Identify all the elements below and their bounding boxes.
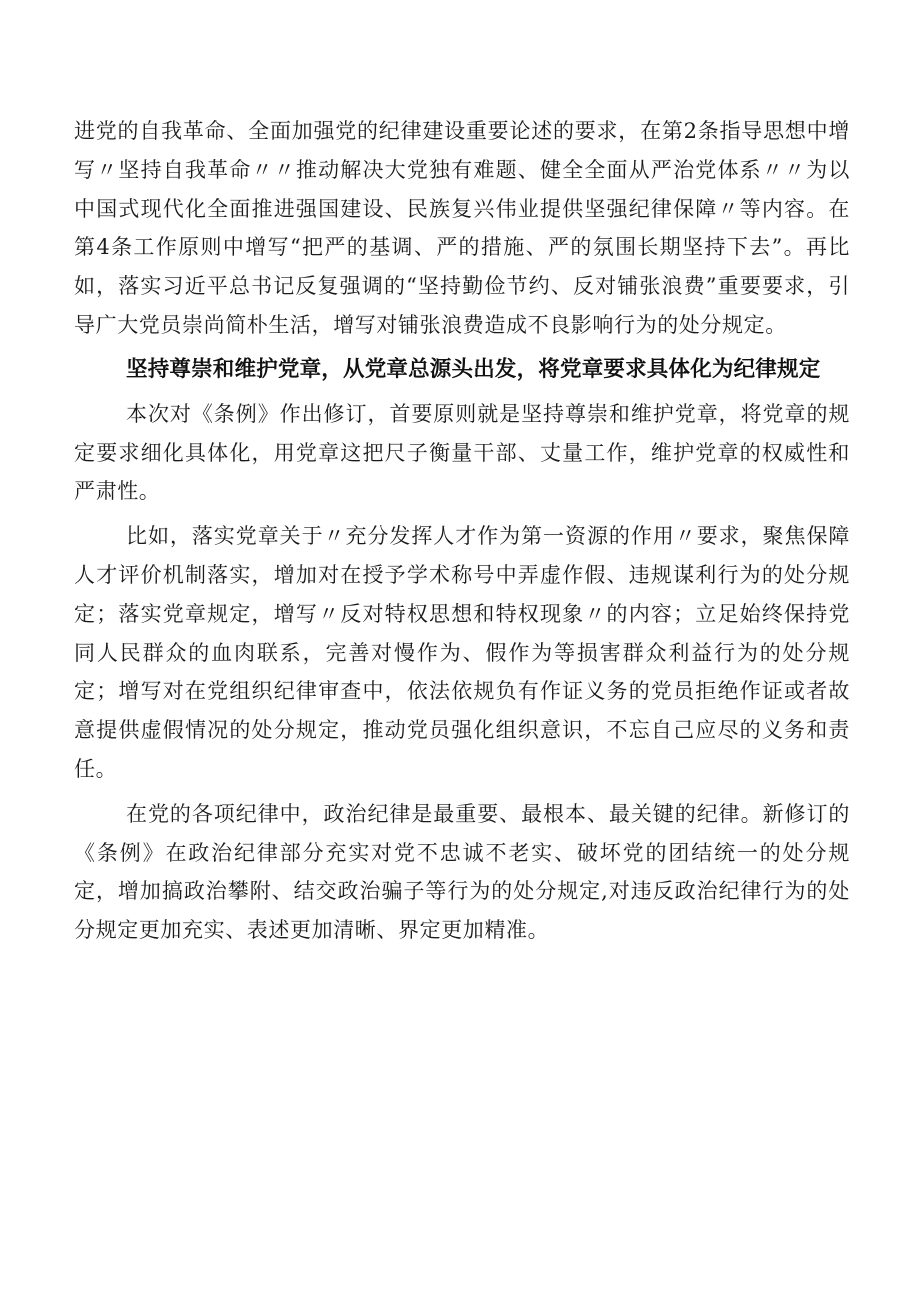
- document-page: [74, 112, 850, 950]
- paragraph-discipline-reform: 进党的自我革命、全面加强党的纪律建设重要论述的要求，在第2条指导思想中增写〃坚持自我革命〃〃推动解决大党独有难题、健全全面从严治党体系〃〃为以中国式现代化全面推进强国建设、民族复兴伟业提供坚强纪律保障〃等内容。在第4条工作原则中增写“把严的基调、严的措施、严的氛围长期坚持下去”。再比如，落实习近平总书记反复强调的“坚持勤俭节约、反对铺张浪费”重要要求，引导广大党员崇尚简朴生活，增写对铺张浪费造成不良影响行为的处分规定。: [74, 119, 850, 337]
- paragraph-examples: 比如，落实党章关于〃充分发挥人才作为第一资源的作用〃要求，聚焦保障人才评价机制落实，增加对在授予学术称号中弄虚作假、违规谋利行为的处分规定；落实党章规定，增写〃反对特权思想和特权现象〃的内容；立足始终保持党同人民群众的血肉联系，完善对慢作为、假作为等损害群众利益行为的处分规定；增写对在党组织纪律审查中，依法依规负有作证义务的党员拒绝作证或者故意提供虚假情况的处分规定，推动党员强化组织意识，不忘自己应尽的义务和责任。: [74, 524, 850, 781]
- paragraph-political-discipline: 在党的各项纪律中，政治纪律是最重要、最根本、最关键的纪律。新修订的《条例》在政治纪律部分充实对党不忠诚不老实、破坏党的团结统一的处分规定，增加搞政治攀附、结交政治骗子等行为的处分规定,对违反政治纪律行为的处分规定更加充实、表述更加清晰、界定更加精准。: [74, 801, 850, 943]
- paragraph-revision-principle: 本次对《条例》作出修订，首要原则就是坚持尊崇和维护党章，将党章的规定要求细化具体化，用党章这把尺子衡量干部、丈量工作，维护党章的权威性和严肃性。: [74, 401, 850, 504]
- section-heading-party-constitution: 坚持尊崇和维护党章，从党章总源头出发，将党章要求具体化为纪律规定: [126, 356, 821, 382]
